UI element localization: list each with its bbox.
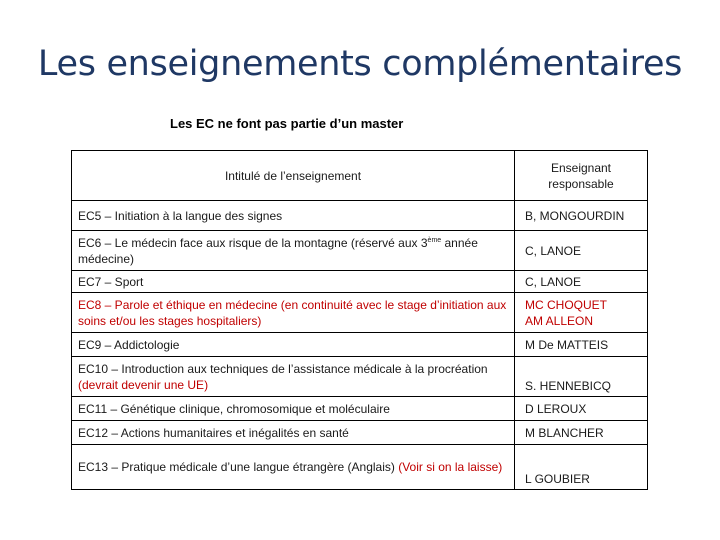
teacher-cell: M BLANCHER bbox=[515, 421, 648, 445]
course-cell: EC5 – Initiation à la langue des signes bbox=[72, 201, 515, 231]
course-cell: EC11 – Génétique clinique, chromosomique et moléculaire bbox=[72, 397, 515, 421]
course-cell bbox=[72, 231, 515, 271]
header-course: Intitulé de l’enseignement bbox=[72, 151, 515, 201]
page-subtitle: Les EC ne font pas partie d’un master bbox=[170, 116, 404, 131]
course-text: EC13 – Pratique médicale d’une langue étrangère (Anglais) bbox=[78, 460, 399, 474]
course-cell bbox=[72, 445, 515, 490]
table-row bbox=[72, 421, 648, 445]
course-text: EC10 – Introduction aux techniques de l’assistance médicale à la procréation bbox=[78, 361, 488, 376]
teacher-cell: D LEROUX bbox=[515, 397, 648, 421]
teacher-cell bbox=[515, 293, 648, 333]
teacher-cell: C, LANOE bbox=[515, 271, 648, 293]
courses-table bbox=[71, 150, 648, 490]
table-row bbox=[72, 333, 648, 357]
table-header-row bbox=[72, 151, 648, 201]
table-row bbox=[72, 201, 648, 231]
course-text: EC6 – Le médecin face aux risque de la montagne (réservé aux 3 bbox=[78, 235, 428, 250]
teacher-cell: S. HENNEBICQ bbox=[515, 357, 648, 397]
page-title: Les enseignements complémentaires bbox=[37, 44, 683, 84]
table-row bbox=[72, 271, 648, 293]
table-row bbox=[72, 293, 648, 333]
course-cell: EC7 – Sport bbox=[72, 271, 515, 293]
table-row bbox=[72, 397, 648, 421]
teacher-cell: L GOUBIER bbox=[515, 445, 648, 490]
course-cell: EC8 – Parole et éthique en médecine (en continuité avec le stage d’initiation aux soins et/ou les stages hospitaliers) bbox=[72, 293, 515, 333]
course-note: (devrait devenir une UE) bbox=[78, 377, 209, 392]
teacher-cell: M De MATTEIS bbox=[515, 333, 648, 357]
course-note: (Voir si on la laisse) bbox=[398, 460, 503, 474]
header-teacher: Enseignant responsable bbox=[515, 151, 648, 201]
table-row bbox=[72, 357, 648, 397]
teacher-cell: C, LANOE bbox=[515, 231, 648, 271]
table-row bbox=[72, 231, 648, 271]
table-row bbox=[72, 445, 648, 490]
course-text-cont: année médecine) bbox=[78, 235, 478, 266]
course-cell: EC9 – Addictologie bbox=[72, 333, 515, 357]
teacher-name: AM ALLEON bbox=[525, 313, 594, 328]
course-cell bbox=[72, 357, 515, 397]
teacher-name: MC CHOQUET bbox=[525, 297, 607, 312]
course-cell: EC12 – Actions humanitaires et inégalités en santé bbox=[72, 421, 515, 445]
course-superscript: ème bbox=[427, 236, 442, 244]
teacher-cell: B, MONGOURDIN bbox=[515, 201, 648, 231]
